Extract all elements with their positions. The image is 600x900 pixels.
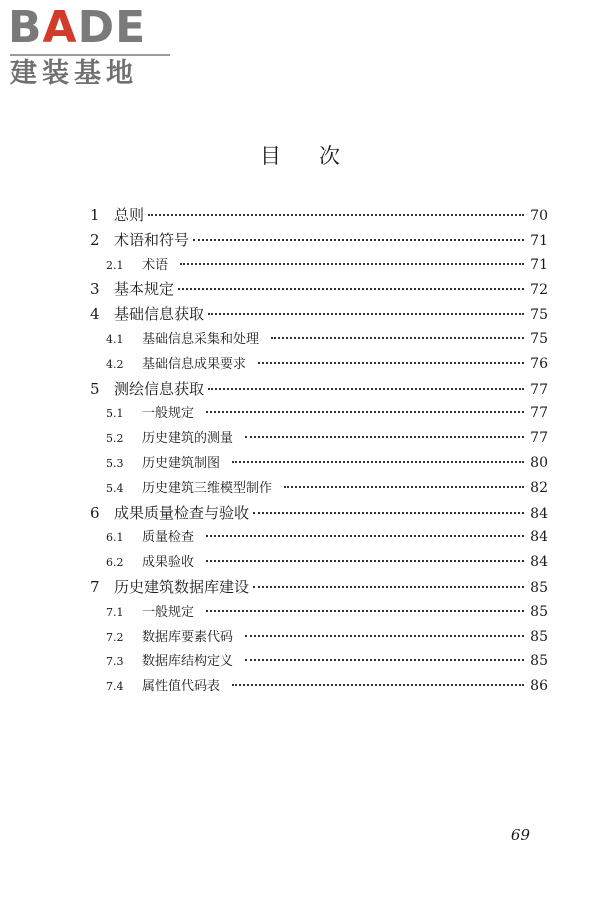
toc-chapter-row[interactable]: [88, 229, 548, 254]
toc-entry-number: 6.1: [106, 531, 124, 545]
toc-section-row[interactable]: [88, 452, 548, 477]
toc-dot-leader: [208, 388, 524, 390]
logo-wordmark: [8, 4, 146, 52]
toc-entry-number: 5.3: [106, 456, 124, 470]
toc-section-row[interactable]: [88, 626, 548, 651]
toc-entry-page: 85: [530, 579, 548, 596]
toc-entry-page: 75: [530, 330, 548, 347]
toc-entry-page: 76: [530, 355, 548, 372]
toc-entry-page: 82: [530, 479, 548, 496]
toc-dot-leader: [245, 436, 524, 438]
logo-letters-pre: B: [8, 2, 43, 53]
toc-entry-page: 84: [530, 554, 548, 571]
toc-section-row[interactable]: [88, 328, 548, 353]
toc-entry-page: 86: [530, 678, 548, 695]
toc-entry-number: 6: [90, 503, 100, 522]
toc-entry-page: 77: [530, 405, 548, 422]
table-of-contents: [88, 204, 548, 700]
toc-dot-leader: [271, 337, 524, 339]
toc-dot-leader: [206, 610, 524, 612]
toc-entry-page: 85: [530, 603, 548, 620]
toc-dot-leader: [258, 362, 524, 364]
toc-entry-title: 基础信息采集和处理: [142, 331, 260, 347]
toc-section-row[interactable]: [88, 477, 548, 502]
toc-section-row[interactable]: [88, 601, 548, 626]
toc-entry-number: 7.1: [106, 605, 124, 619]
toc-entry-title: 术语: [142, 257, 169, 273]
toc-chapter-row[interactable]: [88, 303, 548, 328]
toc-entry-title: 成果验收: [142, 555, 195, 571]
toc-dot-leader: [148, 214, 524, 216]
toc-section-row[interactable]: [88, 551, 548, 576]
toc-section-row[interactable]: [88, 427, 548, 452]
toc-entry-page: 80: [530, 454, 548, 471]
toc-entry-page: 71: [530, 256, 548, 273]
toc-section-row[interactable]: [88, 526, 548, 551]
toc-entry-title: 基础信息获取: [114, 305, 205, 324]
toc-entry-number: 2.1: [106, 258, 124, 272]
toc-entry-title: 数据库结构定义: [142, 654, 234, 670]
page-number: 69: [510, 826, 530, 844]
toc-entry-number: 7: [90, 577, 100, 596]
toc-entry-title: 一般规定: [142, 406, 195, 422]
toc-dot-leader: [245, 659, 524, 661]
page-title: 目次: [260, 144, 378, 168]
toc-chapter-row[interactable]: [88, 378, 548, 403]
toc-dot-leader: [284, 486, 524, 488]
toc-chapter-row[interactable]: [88, 278, 548, 303]
toc-entry-title: 历史建筑制图: [142, 455, 221, 471]
toc-entry-number: 6.2: [106, 556, 124, 570]
toc-entry-number: 4.2: [106, 357, 124, 371]
toc-chapter-row[interactable]: [88, 502, 548, 527]
toc-entry-title: 成果质量检查与验收: [114, 503, 250, 522]
toc-entry-number: 4: [90, 305, 100, 324]
toc-section-row[interactable]: [88, 402, 548, 427]
toc-dot-leader: [206, 560, 524, 562]
toc-entry-number: 7.4: [106, 680, 124, 694]
toc-section-row[interactable]: [88, 353, 548, 378]
toc-dot-leader: [232, 461, 524, 463]
toc-entry-number: 5.4: [106, 481, 124, 495]
toc-entry-number: 5.2: [106, 432, 124, 446]
toc-dot-leader: [232, 684, 524, 686]
toc-entry-page: 77: [530, 430, 548, 447]
toc-dot-leader: [180, 263, 524, 265]
logo: [8, 4, 178, 88]
logo-chinese-name: 建装基地: [10, 58, 138, 89]
toc-entry-title: 基本规定: [114, 280, 175, 299]
toc-section-row[interactable]: [88, 254, 548, 279]
toc-entry-page: 84: [530, 529, 548, 546]
toc-entry-number: 5.1: [106, 407, 124, 421]
logo-divider: [10, 54, 170, 56]
toc-entry-number: 4.1: [106, 332, 124, 346]
toc-entry-title: 总则: [114, 206, 145, 224]
toc-entry-title: 历史建筑的测量: [142, 431, 234, 447]
toc-entry-number: 2: [90, 230, 100, 249]
toc-dot-leader: [178, 288, 524, 290]
logo-accent-letter: A: [42, 2, 78, 53]
toc-entry-title: 历史建筑三维模型制作: [142, 480, 273, 496]
toc-chapter-row[interactable]: [88, 204, 548, 229]
toc-entry-number: 3: [90, 280, 100, 299]
toc-entry-page: 84: [530, 505, 548, 522]
toc-entry-page: 77: [530, 381, 548, 398]
toc-dot-leader: [193, 239, 524, 241]
toc-dot-leader: [208, 313, 524, 315]
logo-letters-post: DE: [77, 2, 147, 53]
toc-entry-title: 历史建筑数据库建设: [114, 577, 250, 596]
toc-dot-leader: [253, 586, 524, 588]
toc-dot-leader: [206, 535, 524, 537]
toc-entry-title: 测绘信息获取: [114, 379, 205, 398]
toc-dot-leader: [245, 635, 524, 637]
toc-entry-page: 72: [530, 282, 548, 299]
toc-entry-title: 一般规定: [142, 604, 195, 620]
toc-entry-number: 7.3: [106, 655, 124, 669]
toc-entry-title: 属性值代码表: [142, 679, 221, 695]
toc-entry-number: 5: [90, 379, 100, 398]
toc-entry-page: 85: [530, 653, 548, 670]
toc-dot-leader: [253, 512, 524, 514]
toc-entry-page: 71: [530, 232, 548, 249]
toc-entry-title: 数据库要素代码: [142, 629, 234, 645]
toc-entry-title: 基础信息成果要求: [142, 356, 247, 372]
toc-entry-title: 质量检查: [142, 530, 195, 546]
toc-section-row[interactable]: [88, 675, 548, 700]
toc-entry-page: 70: [530, 208, 548, 224]
toc-chapter-row[interactable]: [88, 576, 548, 601]
toc-entry-number: 1: [90, 206, 100, 224]
toc-section-row[interactable]: [88, 650, 548, 675]
toc-entry-number: 7.2: [106, 630, 124, 644]
toc-entry-title: 术语和符号: [114, 230, 190, 249]
toc-dot-leader: [206, 411, 524, 413]
toc-entry-page: 75: [530, 307, 548, 324]
toc-entry-page: 85: [530, 628, 548, 645]
